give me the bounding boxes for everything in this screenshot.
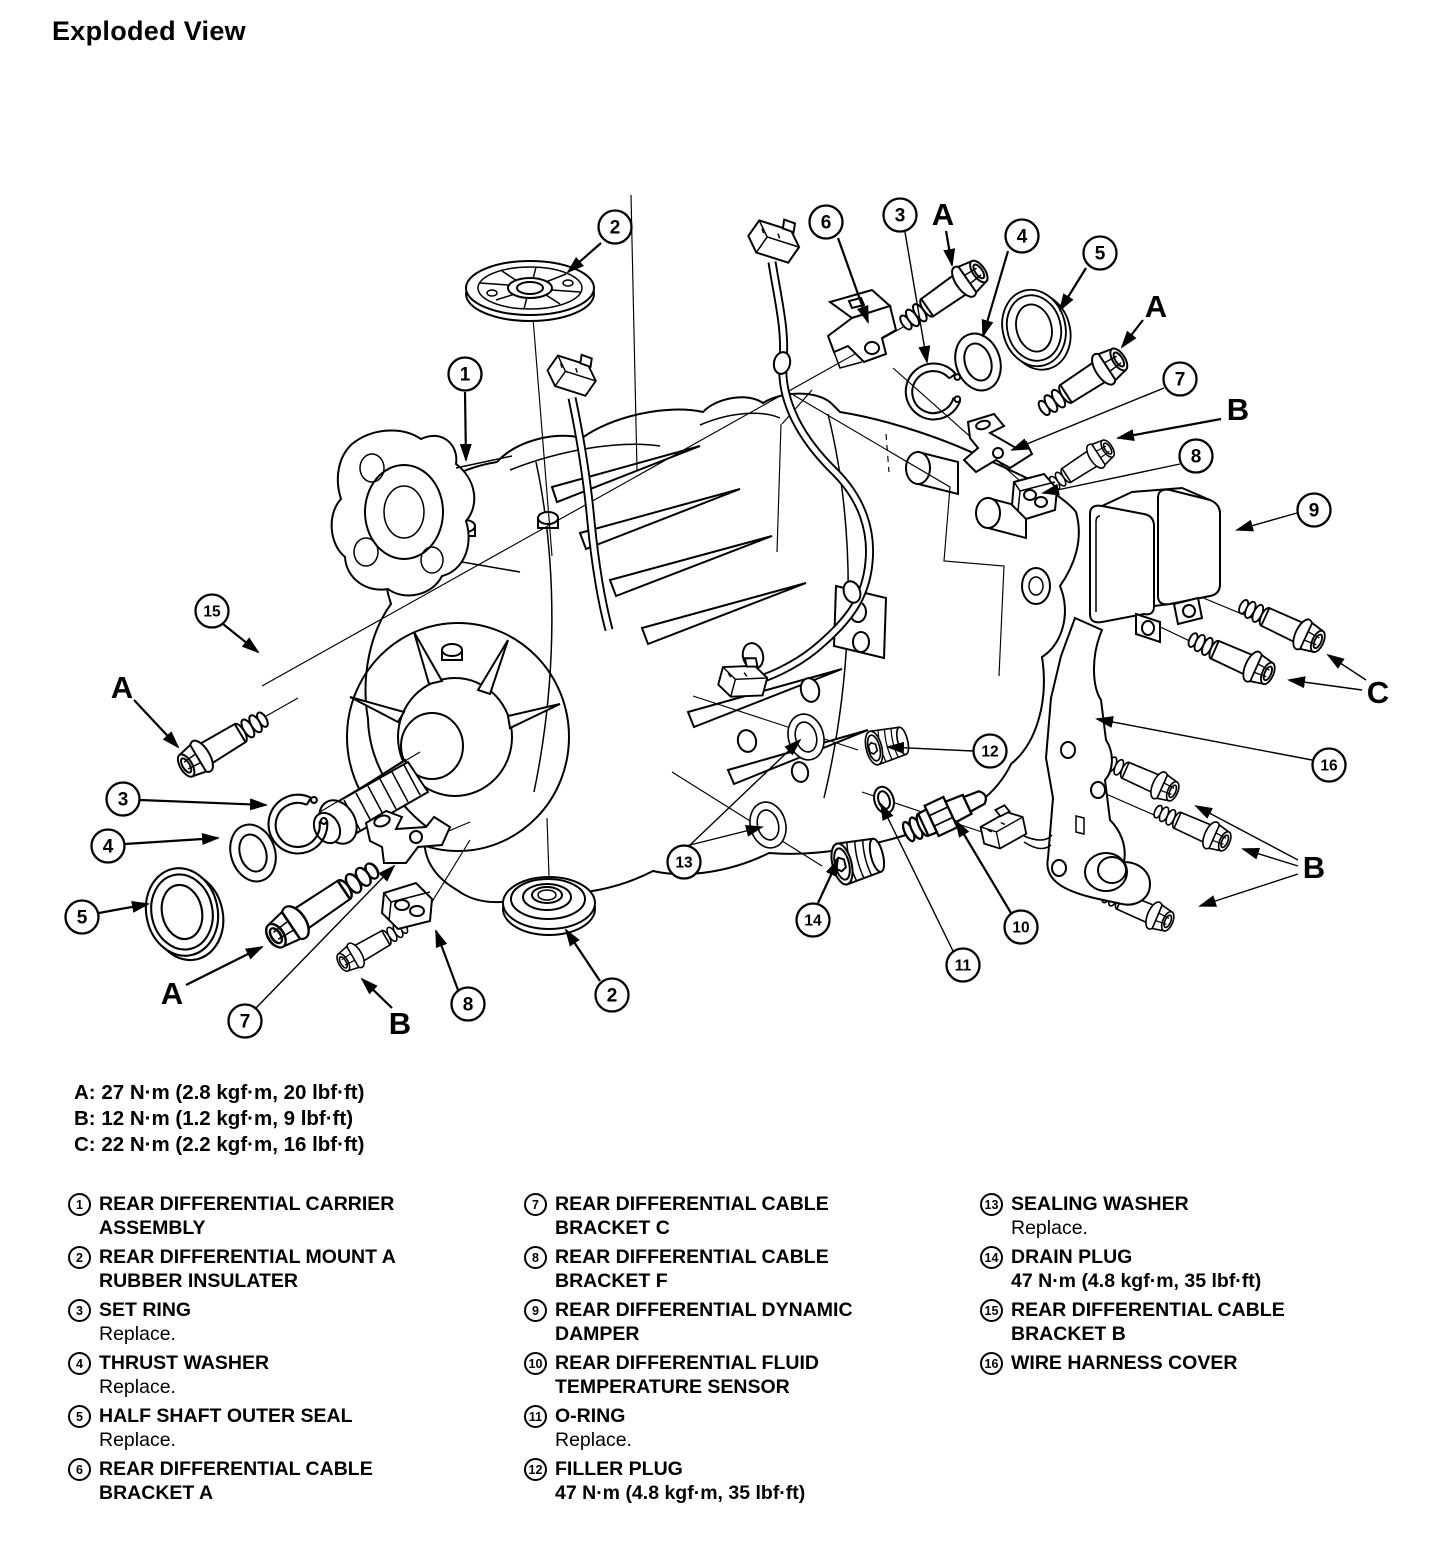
legend-line: REAR DIFFERENTIAL CABLE (555, 1193, 829, 1215)
part-number-badge: 2 (68, 1246, 91, 1269)
part-number-badge: 11 (524, 1405, 547, 1428)
callout-number: 9 (1308, 500, 1320, 522)
part-cable-bracket-f-bottom (382, 883, 432, 929)
callout-number: 13 (675, 854, 693, 872)
legend-line: 47 N·m (4.8 kgf·m, 35 lbf·ft) (1011, 1270, 1262, 1292)
callout-arrow (125, 838, 218, 844)
callout-arrow (1097, 719, 1312, 760)
legend-item-text (555, 1192, 829, 1240)
callout-C (1289, 655, 1389, 710)
legend-item-text (555, 1245, 829, 1293)
legend-column-2 (524, 1192, 976, 1510)
legend-line: THRUST WASHER (99, 1352, 270, 1374)
callout-number: 16 (1320, 757, 1338, 775)
legend-line: Replace. (1011, 1217, 1088, 1239)
harness-connector-icon (743, 206, 809, 271)
legend-line: SET RING (99, 1299, 192, 1321)
part-number-badge: 7 (524, 1193, 547, 1216)
callout-number: 7 (239, 1011, 251, 1033)
part-number-badge: 9 (524, 1299, 547, 1322)
legend-line: BRACKET B (1011, 1323, 1126, 1345)
legend-item-3 (68, 1298, 520, 1346)
callout-letter: A (931, 197, 955, 232)
part-number-badge: 10 (524, 1352, 547, 1375)
callout-arrow (1122, 320, 1143, 347)
callout-number: 2 (606, 985, 618, 1007)
legend-item-5 (68, 1404, 520, 1452)
callout-arrow (1060, 268, 1086, 310)
part-mount-rubber-insulator-bottom (503, 877, 595, 935)
part-thrust-washer-top (948, 328, 1008, 397)
callout-arrow (134, 700, 178, 747)
callout-A-top-1 (932, 197, 954, 265)
legend-line: WIRE HARNESS COVER (1011, 1352, 1238, 1374)
part-number-badge: 3 (68, 1299, 91, 1322)
callout-3-top (884, 199, 928, 363)
legend-line: HALF SHAFT OUTER SEAL (99, 1405, 353, 1427)
callout-number: 6 (820, 212, 832, 234)
legend-item-10 (524, 1351, 976, 1399)
callout-number: 2 (609, 217, 621, 239)
legend-item-text (1011, 1351, 1237, 1375)
part-bolt-a-top-1 (893, 254, 994, 339)
legend-line: SEALING WASHER (1011, 1193, 1189, 1215)
callout-arrow (1289, 680, 1362, 690)
callout-4-left (92, 830, 219, 863)
legend-line: BRACKET A (99, 1482, 214, 1504)
part-number-badge: 13 (980, 1193, 1003, 1216)
part-number-badge: 14 (980, 1246, 1003, 1269)
part-number-badge: 16 (980, 1352, 1003, 1375)
callout-8-bottom (436, 931, 485, 1021)
part-number-badge: 12 (524, 1458, 547, 1481)
part-cable-bracket-a (828, 290, 896, 368)
callout-B-bottom (362, 979, 411, 1041)
legend-line: DRAIN PLUG (1011, 1246, 1133, 1268)
callout-5-left (66, 901, 149, 934)
legend-line: ASSEMBLY (99, 1217, 206, 1239)
legend-line: REAR DIFFERENTIAL CARRIER (99, 1193, 395, 1215)
part-set-ring-top (903, 361, 963, 422)
legend-item-text (1011, 1192, 1189, 1240)
callout-number: 5 (76, 907, 88, 929)
part-number-badge: 5 (68, 1405, 91, 1428)
callout-number: 3 (894, 205, 906, 227)
legend-item-text (555, 1457, 805, 1505)
part-bolt-c-2 (1183, 624, 1279, 690)
legend-item-text (555, 1298, 853, 1346)
part-wire-harness-cover (1046, 618, 1150, 905)
legend-item-text (99, 1404, 353, 1452)
legend-item-12 (524, 1457, 976, 1505)
part-cable-bracket-c-top (964, 414, 1032, 472)
callout-number: 12 (981, 743, 999, 761)
callout-9 (1237, 494, 1331, 531)
callout-number: 4 (102, 836, 114, 858)
callout-arrow (99, 904, 148, 913)
callout-15 (196, 595, 259, 653)
callout-letter: A (160, 976, 184, 1011)
legend-line: DAMPER (555, 1323, 640, 1345)
callout-arrow (1243, 849, 1298, 866)
legend-item-8 (524, 1245, 976, 1293)
callout-arrow (436, 931, 458, 990)
callout-A-left (111, 670, 178, 747)
part-dynamic-damper (1090, 488, 1220, 642)
callout-number: 8 (462, 994, 474, 1016)
legend-item-text (555, 1351, 819, 1399)
callout-letter: A (1144, 289, 1168, 324)
legend-item-text (99, 1245, 396, 1293)
legend-item-text (1011, 1298, 1285, 1346)
legend-item-text (99, 1351, 269, 1399)
legend-line: REAR DIFFERENTIAL CABLE (99, 1458, 373, 1480)
legend-line: RUBBER INSULATER (99, 1270, 298, 1292)
legend-line: TEMPERATURE SENSOR (555, 1376, 790, 1398)
part-half-shaft-outer-seal-top (994, 282, 1079, 378)
torque-note-a: A: 27 N·m (2.8 kgf·m, 20 lbf·ft) (74, 1081, 365, 1104)
legend-item-2 (68, 1245, 520, 1293)
legend-line: Replace. (99, 1376, 176, 1398)
callout-5-top (1060, 237, 1117, 311)
legend-item-text (1011, 1245, 1261, 1293)
callout-1 (449, 358, 482, 461)
callout-arrow (1237, 513, 1297, 530)
callout-number: 14 (804, 912, 822, 930)
legend-item-7 (524, 1192, 976, 1240)
part-mount-rubber-insulator-top (466, 261, 594, 321)
legend-item-4 (68, 1351, 520, 1399)
callout-number: 4 (1016, 226, 1028, 248)
callout-arrow (566, 930, 600, 981)
callout-number: 5 (1094, 243, 1106, 265)
part-sensor-connector (977, 802, 1052, 851)
legend-line: REAR DIFFERENTIAL FLUID (555, 1352, 819, 1374)
legend-column-1 (68, 1192, 520, 1510)
legend-item-text (99, 1298, 191, 1346)
part-number-badge: 15 (980, 1299, 1003, 1322)
callout-letter: B (1226, 392, 1250, 427)
legend-item-16 (980, 1351, 1432, 1375)
callout-arrow (1328, 655, 1366, 680)
torque-notes (74, 1080, 364, 1158)
callout-arrow (1012, 388, 1164, 450)
legend-line: FILLER PLUG (555, 1458, 683, 1480)
part-thrust-washer-left (223, 819, 283, 888)
callout-number: 11 (954, 957, 972, 975)
callout-arrow (946, 231, 952, 265)
legend-item-11 (524, 1404, 976, 1452)
legend-line: REAR DIFFERENTIAL DYNAMIC (555, 1299, 853, 1321)
legend-line: BRACKET C (555, 1217, 670, 1239)
callout-letter: C (1366, 675, 1390, 710)
callout-number: 1 (459, 364, 471, 386)
callout-arrow (362, 979, 392, 1008)
part-half-shaft-outer-seal-left (138, 861, 231, 968)
legend-line: REAR DIFFERENTIAL CABLE (555, 1246, 829, 1268)
part-number-badge: 4 (68, 1352, 91, 1375)
torque-note-c: C: 22 N·m (2.2 kgf·m, 16 lbf·ft) (74, 1133, 365, 1156)
legend-item-text (555, 1404, 632, 1452)
part-bolt-b-right-2 (1149, 797, 1235, 856)
callout-14 (797, 860, 839, 937)
part-cable-bracket-f-top (1012, 474, 1057, 519)
callout-A-top-2 (1122, 289, 1167, 347)
legend-line: REAR DIFFERENTIAL CABLE (1011, 1299, 1285, 1321)
callout-3-left (107, 783, 267, 816)
legend-line: Replace. (99, 1429, 176, 1451)
legend-item-1 (68, 1192, 520, 1240)
legend-line: BRACKET F (555, 1270, 668, 1292)
legend-line: Replace. (555, 1429, 632, 1451)
part-number-badge: 6 (68, 1458, 91, 1481)
legend-item-14 (980, 1245, 1432, 1293)
callout-number: 10 (1012, 919, 1030, 937)
torque-note-b: B: 12 N·m (1.2 kgf·m, 9 lbf·ft) (74, 1107, 354, 1130)
callout-arrow (223, 624, 258, 652)
callout-letter: B (1302, 850, 1326, 885)
callout-arrow (568, 243, 601, 272)
harness-connector-icon (543, 342, 605, 404)
callout-number: 7 (1174, 369, 1186, 391)
callout-letter: A (110, 670, 134, 705)
legend-item-text (99, 1457, 373, 1505)
legend-column-3 (980, 1192, 1432, 1380)
legend-item-text (99, 1192, 394, 1240)
part-bolt-a-left (172, 703, 275, 784)
callout-letter: B (388, 1006, 412, 1041)
part-number-badge: 8 (524, 1246, 547, 1269)
legend-item-6 (68, 1457, 520, 1505)
callout-arrow (465, 392, 466, 460)
callout-2-bottom (566, 930, 629, 1012)
part-bolt-c-1 (1233, 591, 1329, 659)
page-title: Exploded View (52, 16, 246, 46)
callout-B-right (1196, 806, 1325, 906)
legend-line: O-RING (555, 1405, 626, 1427)
callout-number: 3 (117, 789, 129, 811)
legend-line: Replace. (99, 1323, 176, 1345)
legend-item-9 (524, 1298, 976, 1346)
legend-item-13 (980, 1192, 1432, 1240)
callout-number: 15 (203, 603, 221, 621)
legend-item-15 (980, 1298, 1432, 1346)
callout-arrow (1200, 874, 1298, 906)
callout-arrow (1118, 419, 1221, 438)
callout-arrow (140, 800, 266, 805)
callout-number: 8 (1190, 446, 1202, 468)
callout-2-top (568, 211, 632, 273)
callout-arrow (818, 860, 838, 903)
legend-line: 47 N·m (4.8 kgf·m, 35 lbf·ft) (555, 1482, 806, 1504)
legend-line: REAR DIFFERENTIAL MOUNT A (99, 1246, 396, 1268)
part-number-badge: 1 (68, 1193, 91, 1216)
